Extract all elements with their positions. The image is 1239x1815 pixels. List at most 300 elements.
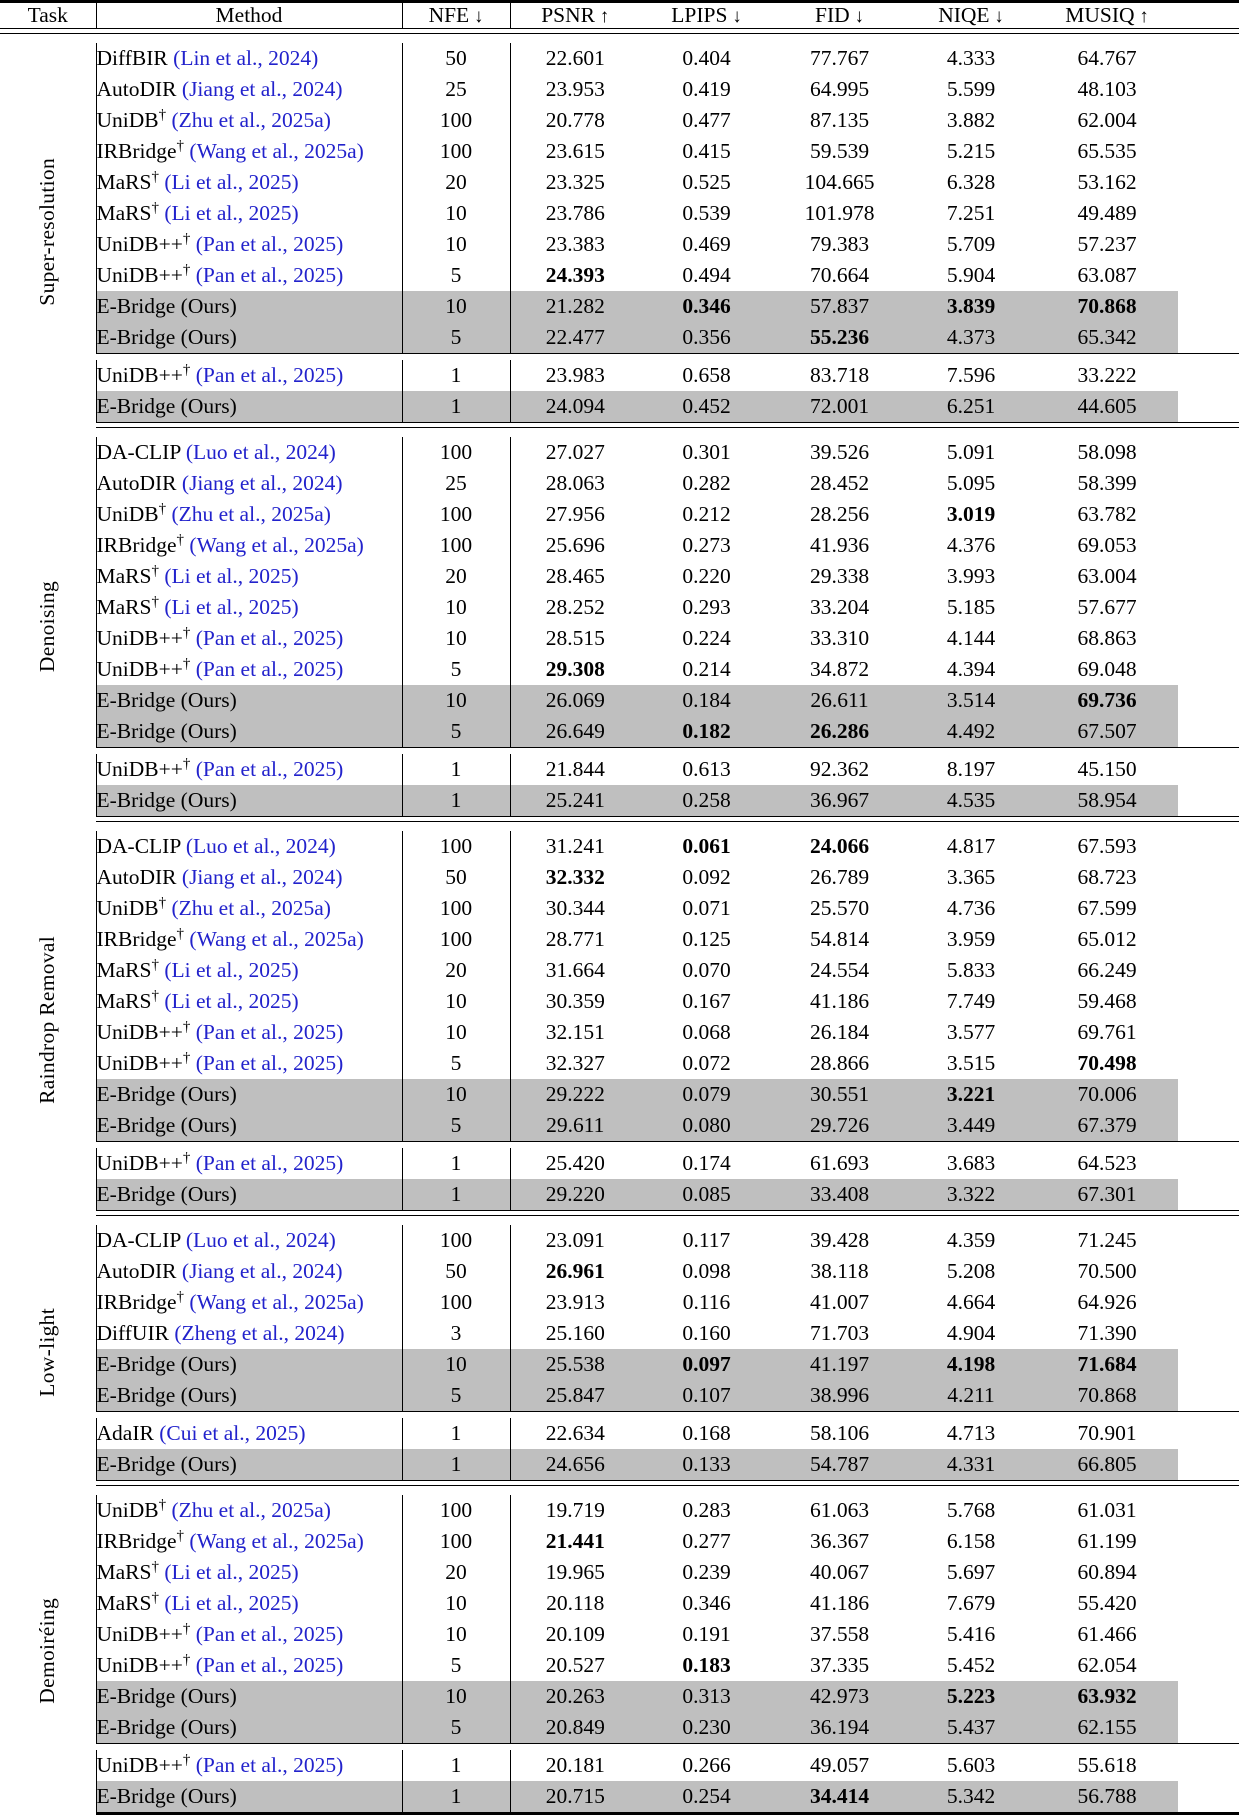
dagger-marker: † [151,957,159,974]
cell-fid [773,1588,906,1619]
citation-link[interactable]: (Zheng et al., 2024) [174,1321,345,1345]
method-name: UniDB++ [96,363,183,388]
cell-nfe [402,1148,510,1179]
method-cell [96,1048,402,1079]
value-psnr: 29.611 [546,1113,605,1137]
right-pad [1178,1110,1239,1142]
right-pad [1178,1588,1239,1619]
citation-link[interactable]: (Jiang et al., 2024) [181,471,343,495]
value-psnr: 31.664 [545,958,605,982]
cell-lpips [640,754,773,785]
dagger-marker: † [182,625,191,642]
value-nfe: 20 [445,958,467,982]
cell-niqe [906,986,1036,1017]
citation-link[interactable]: (Luo et al., 2024) [185,1228,336,1252]
value-nfe: 100 [439,1529,473,1553]
value-musiq: 62.004 [1077,108,1137,132]
value-fid: 26.789 [809,865,870,889]
citation-link[interactable]: (Luo et al., 2024) [185,834,336,858]
table-row [0,167,1239,198]
value-lpips: 0.494 [682,263,731,287]
cell-musiq [1036,1619,1178,1650]
value-lpips: 0.477 [682,108,731,132]
cell-nfe [402,291,510,322]
header-label-task: Task [27,3,68,27]
cell-nfe [402,391,510,423]
cell-musiq [1036,924,1178,955]
value-nfe: 5 [450,325,462,349]
cell-nfe [402,260,510,291]
value-musiq: 71.684 [1077,1352,1137,1376]
cell-fid [773,74,906,105]
value-nfe: 1 [450,788,462,812]
value-musiq: 57.237 [1077,232,1137,256]
header-fid [773,3,906,29]
method-cell [96,1148,402,1179]
cell-niqe [906,623,1036,654]
value-nfe: 10 [445,294,467,318]
dagger-marker: † [176,1289,185,1306]
cell-psnr [510,322,640,354]
cell-fid [773,136,906,167]
method-cell [96,167,402,198]
cell-nfe [402,754,510,785]
method-cell [96,1287,402,1318]
cell-musiq [1036,1681,1178,1712]
cell-fid [773,1712,906,1744]
cell-lpips [640,1079,773,1110]
value-lpips: 0.613 [682,757,731,781]
right-pad [1178,1418,1239,1449]
table-row [0,1750,1239,1781]
cell-niqe [906,43,1036,74]
cell-psnr [510,754,640,785]
method-cell [96,1681,402,1712]
dagger-marker: † [182,231,191,248]
value-niqe: 4.198 [946,1352,996,1376]
citation-link[interactable]: (Li et al., 2025) [164,595,299,620]
citation-link[interactable]: (Zhu et al., 2025a) [171,108,331,133]
cell-niqe [906,1557,1036,1588]
cell-nfe [402,468,510,499]
dagger-marker: † [158,895,167,912]
value-nfe: 1 [450,757,462,781]
citation-link[interactable]: (Li et al., 2025) [164,989,299,1014]
cell-lpips [640,1110,773,1142]
method-name: UniDB++ [96,1151,183,1176]
value-lpips: 0.098 [682,1259,731,1283]
cell-psnr [510,623,640,654]
value-nfe: 10 [445,595,467,619]
value-psnr: 26.649 [545,719,605,743]
cell-fid [773,1287,906,1318]
value-fid: 33.408 [809,1182,870,1206]
value-lpips: 0.539 [682,201,731,225]
right-pad [1178,1148,1239,1179]
citation-link[interactable]: (Pan et al., 2025) [195,657,344,682]
value-lpips: 0.346 [682,294,731,318]
cell-lpips [640,986,773,1017]
cell-niqe [906,360,1036,391]
dagger-marker: † [182,1752,191,1769]
citation-link[interactable]: (Pan et al., 2025) [195,1753,344,1778]
value-psnr: 23.615 [545,139,605,163]
cell-lpips [640,499,773,530]
cell-psnr [510,1681,640,1712]
method-name: E-Bridge (Ours) [96,1352,237,1376]
cell-lpips [640,1557,773,1588]
right-pad [1178,198,1239,229]
cell-niqe [906,468,1036,499]
cell-lpips [640,893,773,924]
value-nfe: 20 [445,1560,467,1584]
cell-niqe [906,862,1036,893]
cell-niqe [906,1349,1036,1380]
cell-musiq [1036,716,1178,748]
value-psnr: 24.094 [545,394,605,418]
table-body [0,2,1239,1814]
cell-lpips [640,1449,773,1481]
cell-fid [773,1318,906,1349]
method-cell [96,685,402,716]
table-row [0,1349,1239,1380]
citation-link[interactable]: (Pan et al., 2025) [195,1020,344,1045]
right-pad [1178,785,1239,817]
cell-lpips [640,530,773,561]
value-musiq: 69.048 [1077,657,1137,681]
value-psnr: 27.956 [545,502,605,526]
citation-link[interactable]: (Li et al., 2025) [164,564,299,589]
value-niqe: 3.882 [946,108,996,132]
value-nfe: 10 [445,1082,467,1106]
value-musiq: 67.507 [1077,719,1137,743]
value-niqe: 3.515 [946,1051,996,1075]
value-psnr: 23.913 [545,1290,605,1314]
citation-link[interactable]: (Zhu et al., 2025a) [171,896,331,921]
value-fid: 37.558 [809,1622,870,1646]
cell-psnr [510,1619,640,1650]
right-pad [1178,391,1239,423]
cell-lpips [640,437,773,468]
method-cell [96,499,402,530]
cell-musiq [1036,198,1178,229]
value-musiq: 48.103 [1077,77,1137,101]
cell-nfe [402,1495,510,1526]
citation-link[interactable]: (Wang et al., 2025a) [189,927,364,952]
cell-fid [773,685,906,716]
value-niqe: 3.577 [946,1020,996,1044]
value-nfe: 20 [445,564,467,588]
value-niqe: 5.904 [946,263,996,287]
value-niqe: 5.095 [946,471,996,495]
value-niqe: 4.144 [946,626,996,650]
cell-psnr [510,955,640,986]
value-niqe: 5.768 [946,1498,996,1522]
citation-link[interactable]: (Wang et al., 2025a) [189,1290,364,1315]
right-pad [1178,105,1239,136]
value-fid: 59.539 [809,139,870,163]
cell-niqe [906,785,1036,817]
value-psnr: 22.601 [545,46,605,70]
cell-niqe [906,1179,1036,1211]
cell-fid [773,1256,906,1287]
value-nfe: 100 [439,1228,473,1252]
citation-link[interactable]: (Li et al., 2025) [164,170,299,195]
value-niqe: 3.365 [946,865,996,889]
method-name: AutoDIR [96,1259,177,1283]
value-fid: 29.726 [809,1113,870,1137]
value-nfe: 5 [450,1653,462,1677]
citation-link[interactable]: (Wang et al., 2025a) [189,1529,364,1554]
method-name: IRBridge [96,1529,177,1554]
value-nfe: 1 [450,1753,462,1777]
citation-link[interactable]: (Zhu et al., 2025a) [171,1498,331,1523]
citation-link[interactable]: (Pan et al., 2025) [195,363,344,388]
right-pad [1178,468,1239,499]
cell-fid [773,1017,906,1048]
citation-link[interactable]: (Jiang et al., 2024) [181,77,343,101]
value-fid: 54.787 [809,1452,870,1476]
value-fid: 92.362 [809,757,870,781]
value-niqe: 5.452 [946,1653,996,1677]
citation-link[interactable]: (Pan et al., 2025) [195,232,344,257]
cell-lpips [640,1017,773,1048]
cell-musiq [1036,862,1178,893]
citation-link[interactable]: (Wang et al., 2025a) [189,533,364,558]
method-name: DiffUIR [96,1321,169,1345]
value-psnr: 23.983 [545,363,605,387]
cell-fid [773,654,906,685]
citation-link[interactable]: (Pan et al., 2025) [195,757,344,782]
cell-niqe [906,1017,1036,1048]
dagger-marker: † [182,1150,191,1167]
value-psnr: 32.151 [545,1020,605,1044]
citation-link[interactable]: (Li et al., 2025) [164,1591,299,1616]
dagger-marker: † [176,532,185,549]
value-lpips: 0.356 [682,325,731,349]
cell-musiq [1036,623,1178,654]
method-cell [96,654,402,685]
table-row [0,136,1239,167]
value-musiq: 69.053 [1077,533,1137,557]
cell-lpips [640,1588,773,1619]
value-niqe: 4.817 [946,834,996,858]
cell-nfe [402,986,510,1017]
citation-link[interactable]: (Pan et al., 2025) [195,1653,344,1678]
cell-musiq [1036,260,1178,291]
method-name: UniDB++ [96,1020,183,1045]
cell-psnr [510,1179,640,1211]
citation-link[interactable]: (Li et al., 2025) [164,958,299,983]
value-musiq: 64.767 [1077,46,1137,70]
value-nfe: 1 [450,1452,462,1476]
value-niqe: 4.664 [946,1290,996,1314]
value-lpips: 0.301 [682,440,731,464]
header-nfe [402,3,510,29]
citation-link[interactable]: (Pan et al., 2025) [195,626,344,651]
value-lpips: 0.404 [682,46,731,70]
value-niqe: 7.251 [946,201,996,225]
value-psnr: 20.181 [545,1753,605,1777]
cell-psnr [510,1650,640,1681]
method-cell [96,43,402,74]
cell-fid [773,986,906,1017]
citation-link[interactable]: (Li et al., 2025) [164,201,299,226]
cell-niqe [906,105,1036,136]
citation-link[interactable]: (Zhu et al., 2025a) [171,502,331,527]
dagger-marker: † [182,756,191,773]
value-psnr: 23.091 [545,1228,605,1252]
right-pad [1178,1495,1239,1526]
header-lpips [640,3,773,29]
cell-lpips [640,955,773,986]
value-niqe: 3.322 [946,1182,996,1206]
cell-psnr [510,468,640,499]
cell-psnr [510,1225,640,1256]
dagger-marker: † [151,1559,159,1576]
table-row [0,1318,1239,1349]
method-name: IRBridge [96,1290,177,1315]
cell-nfe [402,1650,510,1681]
cell-fid [773,43,906,74]
table-row [0,1380,1239,1412]
value-niqe: 5.208 [946,1259,996,1283]
citation-link[interactable]: (Cui et al., 2025) [159,1421,306,1445]
citation-link[interactable]: (Pan et al., 2025) [195,1051,344,1076]
value-nfe: 10 [445,989,467,1013]
right-pad [1178,1179,1239,1211]
cell-musiq [1036,1179,1178,1211]
cell-psnr [510,360,640,391]
dagger-marker: † [182,656,191,673]
value-niqe: 7.679 [946,1591,996,1615]
cell-psnr [510,167,640,198]
cell-psnr [510,654,640,685]
citation-link[interactable]: (Lin et al., 2024) [173,46,319,70]
cell-niqe [906,1619,1036,1650]
value-niqe: 4.211 [947,1383,995,1407]
table-row [0,955,1239,986]
value-psnr: 20.715 [545,1784,605,1808]
value-fid: 41.186 [809,1591,870,1615]
cell-psnr [510,592,640,623]
right-pad [1178,437,1239,468]
value-niqe: 6.328 [946,170,996,194]
cell-niqe [906,1110,1036,1142]
value-psnr: 25.160 [545,1321,605,1345]
value-psnr: 23.325 [545,170,605,194]
value-fid: 101.978 [804,201,875,225]
task-name: Denoising [35,580,60,672]
table-row [0,1449,1239,1481]
right-pad [1178,1380,1239,1412]
cell-psnr [510,1495,640,1526]
cell-musiq [1036,561,1178,592]
cell-psnr [510,229,640,260]
cell-fid [773,167,906,198]
cell-psnr [510,831,640,862]
value-musiq: 70.006 [1077,1082,1137,1106]
method-cell [96,1526,402,1557]
value-psnr: 22.634 [545,1421,605,1445]
right-pad [1178,1781,1239,1812]
table-row [0,1526,1239,1557]
citation-link[interactable]: (Li et al., 2025) [164,1560,299,1585]
value-nfe: 10 [445,232,467,256]
cell-lpips [640,1712,773,1744]
cell-niqe [906,1048,1036,1079]
value-nfe: 10 [445,1020,467,1044]
value-psnr: 24.656 [545,1452,605,1476]
cell-psnr [510,530,640,561]
value-niqe: 7.596 [946,363,996,387]
right-pad [1178,623,1239,654]
value-musiq: 69.761 [1077,1020,1137,1044]
table-row [0,893,1239,924]
table-row [0,322,1239,354]
right-pad [1178,1681,1239,1712]
method-cell [96,1079,402,1110]
citation-link[interactable]: (Pan et al., 2025) [195,1151,344,1176]
table-row [0,499,1239,530]
citation-link[interactable]: (Luo et al., 2024) [185,440,336,464]
method-name: DA-CLIP [96,1228,181,1252]
value-musiq: 62.155 [1077,1715,1137,1739]
citation-link[interactable]: (Jiang et al., 2024) [181,865,343,889]
value-nfe: 5 [450,719,462,743]
citation-link[interactable]: (Jiang et al., 2024) [181,1259,343,1283]
citation-link[interactable]: (Pan et al., 2025) [195,263,344,288]
value-niqe: 4.394 [946,657,996,681]
cell-lpips [640,1526,773,1557]
cell-niqe [906,1750,1036,1781]
cell-musiq [1036,530,1178,561]
value-niqe: 6.251 [946,394,996,418]
cell-lpips [640,1179,773,1211]
value-lpips: 0.658 [682,363,731,387]
method-name: E-Bridge (Ours) [96,394,237,418]
value-musiq: 65.535 [1077,139,1137,163]
value-niqe: 4.376 [946,533,996,557]
header-label-lpips: LPIPS [671,3,728,27]
value-fid: 24.554 [809,958,870,982]
citation-link[interactable]: (Pan et al., 2025) [195,1622,344,1647]
table-row [0,1418,1239,1449]
dagger-marker: † [182,262,191,279]
table-row [0,1557,1239,1588]
table-row [0,198,1239,229]
cell-nfe [402,1017,510,1048]
table-row [0,785,1239,817]
citation-link[interactable]: (Wang et al., 2025a) [189,139,364,164]
method-cell [96,291,402,322]
method-name: E-Bridge (Ours) [96,325,237,349]
value-musiq: 70.500 [1077,1259,1137,1283]
cell-fid [773,468,906,499]
method-cell [96,1619,402,1650]
cell-niqe [906,1781,1036,1812]
method-name: MaRS [96,989,152,1014]
cell-psnr [510,1110,640,1142]
value-niqe: 6.158 [946,1529,996,1553]
value-fid: 41.186 [809,989,870,1013]
method-cell [96,136,402,167]
dagger-marker: † [182,1019,191,1036]
value-psnr: 25.420 [545,1151,605,1175]
dagger-marker: † [158,1497,167,1514]
cell-nfe [402,831,510,862]
value-niqe: 5.215 [946,139,996,163]
